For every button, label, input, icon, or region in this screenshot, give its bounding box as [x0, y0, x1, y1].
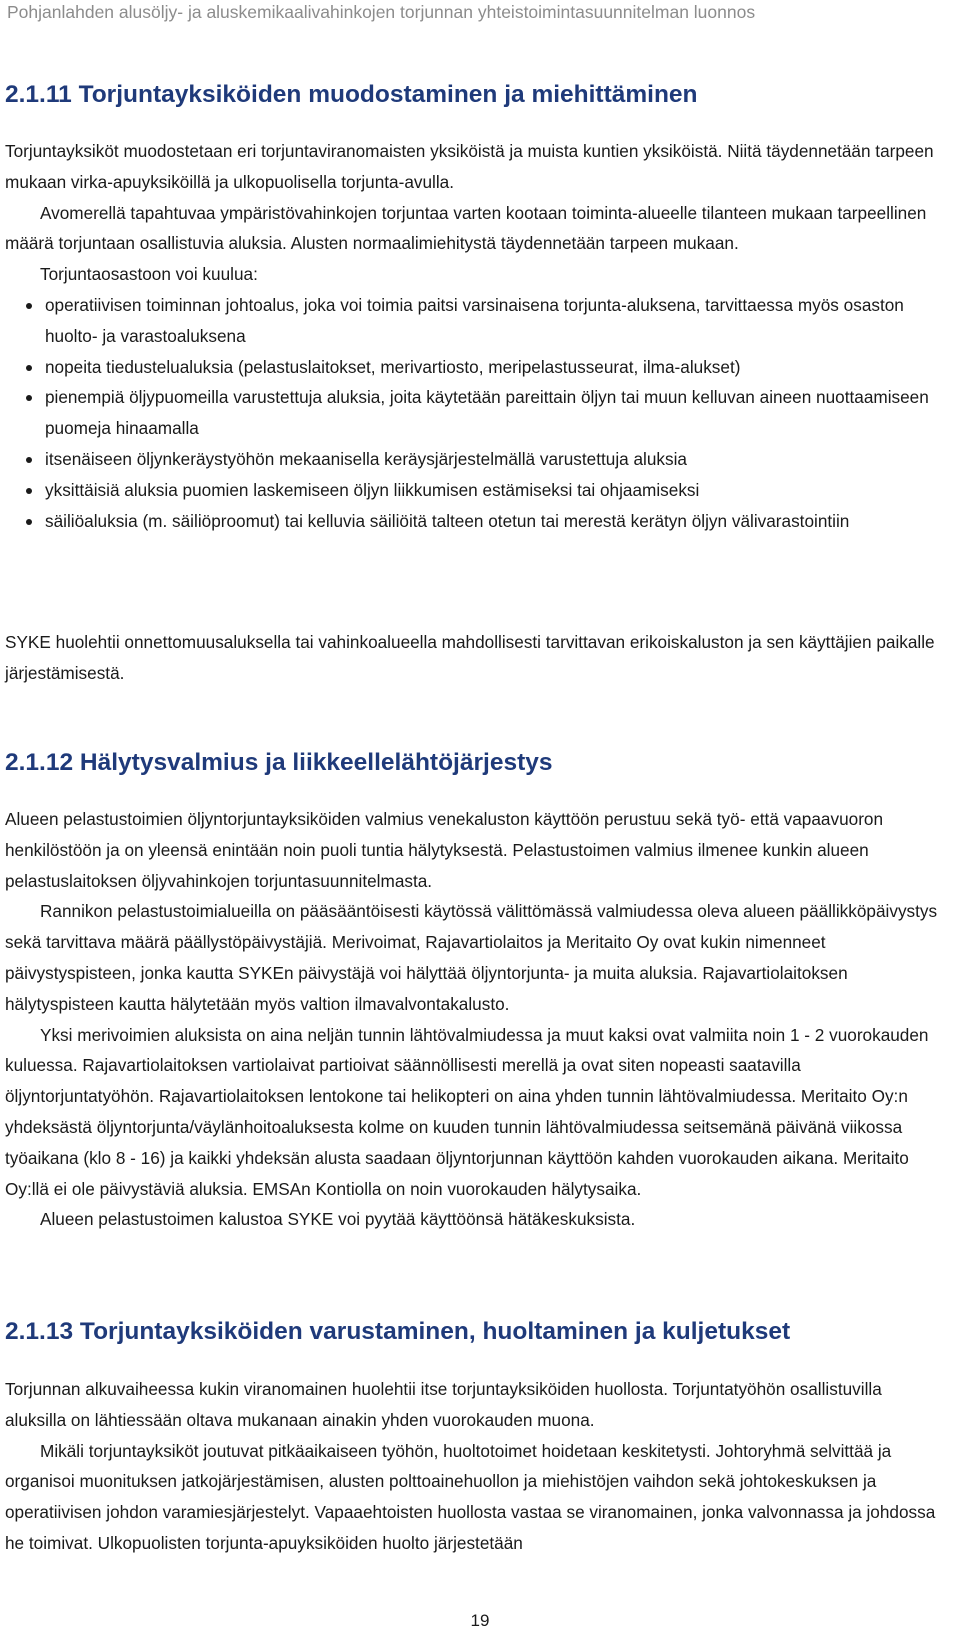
- section-heading: 2.1.12 Hälytysvalmius ja liikkeellelähtöjärjestys: [5, 749, 553, 776]
- bullet-list: [5, 290, 945, 536]
- list-item: [5, 444, 945, 475]
- bullet-icon: [26, 303, 32, 309]
- list-item: [5, 382, 945, 444]
- section-heading: 2.1.13 Torjuntayksiköiden varustaminen, huoltaminen ja kuljetukset: [5, 1318, 791, 1345]
- section-2-1-11-closing: [5, 627, 945, 689]
- bullet-icon: [26, 488, 32, 494]
- section-2-1-12: [5, 749, 945, 777]
- list-item-text: säiliöaluksia (m. säiliöproomut) tai kelluvia säiliöitä talteen otetun tai merestä kerätyn öljyn välivarastointiin: [45, 510, 850, 531]
- paragraph: Rannikon pelastustoimialueilla on pääsääntöisesti käytössä välittömässä valmiudessa oleva alueen päällikköpäivystys sekä tarvittava määrä päällystöpäivystäjiä. Merivoimat, Rajavartiolaitos ja Meritaito Oy ovat kukin nimenneet päivystyspisteen, jonka kautta SYKEn päivystäjä voi hälyttää öljyntorjunta- ja muita aluksia. Rajavartiolaitoksen hälytyspisteen kautta hälytetään myös valtion ilmavalvontakalusto.: [5, 901, 938, 1014]
- paragraph: Yksi merivoimien aluksista on aina neljän tunnin lähtövalmiudessa ja muut kaksi ovat valmiita noin 1 - 2 vuorokauden kuluessa. Rajavartiolaitoksen vartiolaivat partioivat säännöllisesti merellä ja ovat siten nopeasti saatavilla öljyntorjuntatyöhön. Rajavartiolaitoksen lentokone tai helikopteri on aina yhden tunnin lähtövalmiudessa. Meritaito Oy:n yhdeksästä öljyntorjunta/väylänhoitoaluksesta kolme on kuuden tunnin lähtövalmiudessa seitsemänä päivänä viikossa työaikana (klo 8 - 16) ja kaikki yhdeksän alusta saadaan öljyntorjunnan käyttöön kahden vuorokauden aikana. Meritaito Oy:llä ei ole päivystäviä aluksia. EMSAn Kontiolla on noin vuorokauden hälytysaika.: [5, 1024, 929, 1199]
- section-2-1-13-body: [5, 1374, 945, 1559]
- list-item: [5, 506, 945, 537]
- list-item-text: yksittäisiä aluksia puomien laskemiseen öljyn liikkumisen estämiseksi tai ohjaamiseksi: [45, 479, 700, 500]
- bullet-icon: [26, 519, 32, 525]
- list-item-text: pienempiä öljypuomeilla varustettuja aluksia, joita käytetään pareittain öljyn tai muun kelluvan aineen nuottaamiseen puomeja hinaamalla: [45, 387, 929, 439]
- section-2-1-11: [5, 81, 945, 109]
- list-item: [5, 290, 945, 352]
- list-item-text: operatiivisen toiminnan johtoalus, joka voi toimia paitsi varsinaisena torjunta-aluksena, tarvittaessa myös osaston huolto- ja varastoaluksena: [45, 294, 904, 346]
- paragraph: Torjuntayksiköt muodostetaan eri torjuntaviranomaisten yksiköistä ja muista kuntien yksiköistä. Niitä täydennetään tarpeen mukaan virka-apuyksiköillä ja ulkopuolisella torjunta-avulla.: [5, 141, 934, 192]
- running-header: Pohjanlahden alusöljy- ja aluskemikaalivahinkojen torjunnan yhteistoimintasuunnitelman luonnos: [7, 2, 756, 22]
- paragraph: Avomerellä tapahtuvaa ympäristövahinkojen torjuntaa varten kootaan toiminta-alueelle tilanteen mukaan tarpeellinen määrä torjuntaan osallistuvia aluksia. Alusten normaalimiehitystä täydennetään tarpeen mukaan.: [5, 202, 927, 254]
- paragraph: Alueen pelastustoimien öljyntorjuntayksiköiden valmius venekaluston käyttöön perustuu sekä työ- että vapaavuoron henkilöstöön ja on yleensä enintään noin puoli tuntia hälytyksestä. Pelastustoimen valmius ilmenee kunkin alueen pelastuslaitoksen öljyvahinkojen torjuntasuunnitelmasta.: [5, 809, 884, 891]
- list-item: [5, 352, 945, 383]
- paragraph: Torjuntaosastoon voi kuulua:: [40, 264, 258, 285]
- paragraph: SYKE huolehtii onnettomuusaluksella tai vahinkoalueella mahdollisesti tarvittavan erikoiskaluston ja sen käyttäjien paikalle järjestämisestä.: [5, 632, 935, 683]
- bullet-icon: [26, 395, 32, 401]
- list-item-text: itsenäiseen öljynkeräystyöhön mekaanisella keräysjärjestelmällä varustettuja aluksia: [45, 448, 687, 469]
- page-number: 19: [470, 1611, 490, 1630]
- paragraph: Mikäli torjuntayksiköt joutuvat pitkäaikaiseen työhön, huoltotoimet hoidetaan keskitetysti. Johtoryhmä selvittää ja organisoi muonituksen jatkojärjestämisen, alusten polttoainehuollon ja miehistöjen vaihdon sekä johtokeskuksen ja operatiivisen johdon varamiesjärjestelyt. Vapaaehtoisten huollosta vastaa se viranomainen, jonka valvonnassa ja johdossa he toimivat. Ulkopuolisten torjunta-apuyksiköiden huolto järjestetään: [5, 1440, 936, 1553]
- section-2-1-11-body: [5, 136, 945, 536]
- bullet-icon: [26, 365, 32, 371]
- bullet-icon: [26, 457, 32, 463]
- list-item: [5, 475, 945, 506]
- paragraph: Alueen pelastustoimen kalustoa SYKE voi pyytää käyttöönsä hätäkeskuksista.: [40, 1209, 636, 1230]
- paragraph: Torjunnan alkuvaiheessa kukin viranomainen huolehtii itse torjuntayksiköiden huollosta. Torjuntatyöhön osallistuvilla aluksilla on lähtiessään oltava mukanaan ainakin yhden vuorokauden muona.: [5, 1379, 882, 1430]
- section-heading: 2.1.11 Torjuntayksiköiden muodostaminen ja miehittäminen: [5, 81, 698, 108]
- list-item-text: nopeita tiedustelualuksia (pelastuslaitokset, merivartiosto, meripelastusseurat, ilma-alukset): [45, 356, 741, 377]
- section-2-1-12-body: [5, 804, 945, 1235]
- section-2-1-13: [5, 1318, 945, 1346]
